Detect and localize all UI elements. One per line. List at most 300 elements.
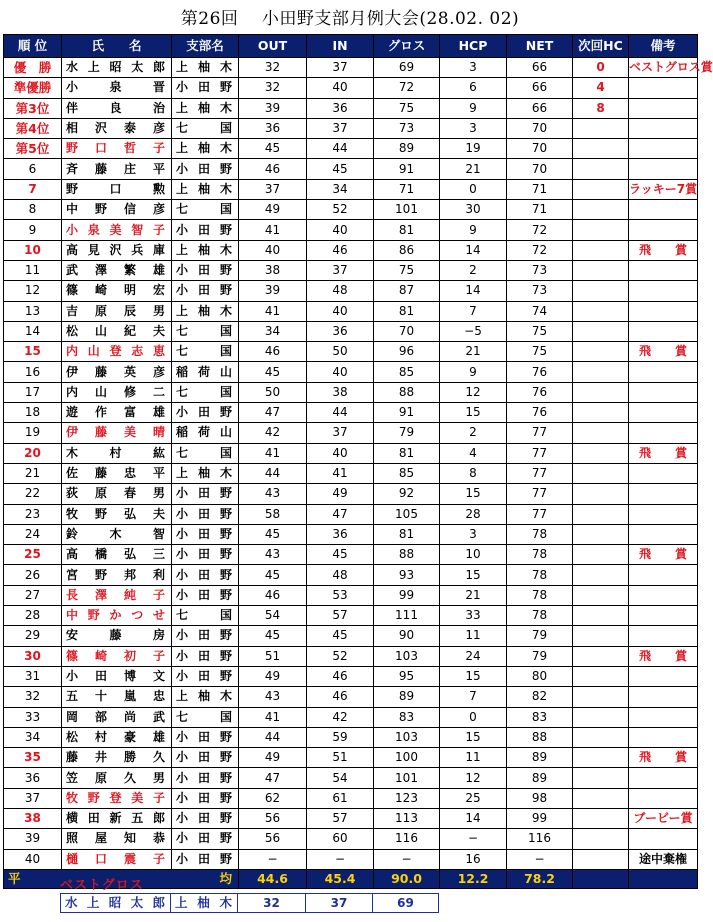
branch-name (176, 403, 238, 422)
remark-cell (629, 362, 698, 382)
player-name-char: 紀 (123, 324, 136, 338)
player-name (66, 708, 171, 727)
table-row (4, 78, 698, 98)
branch-name-char: 国 (219, 202, 232, 217)
player-name (66, 606, 171, 625)
hcp-cell: 15 (440, 666, 507, 686)
branch-name (176, 606, 238, 625)
hcp-cell: 30 (440, 200, 507, 220)
player-name (66, 403, 171, 422)
remark-cell (629, 829, 698, 849)
in-cell: 52 (307, 646, 374, 666)
net-cell: 66 (507, 58, 573, 78)
player-name-char: 口 (94, 141, 107, 156)
player-name (66, 99, 171, 118)
player-name-char: 郎 (152, 60, 165, 75)
hcp-cell: 21 (440, 342, 507, 362)
branch-cell (172, 545, 239, 565)
branch-name-char: 小 (176, 628, 189, 643)
branch-cell (172, 382, 239, 402)
branch-name (176, 809, 238, 828)
branch-name-char: 田 (197, 770, 210, 785)
average-label-char: 均 (219, 870, 232, 886)
branch-name-char: 小 (176, 851, 189, 866)
out-cell: 58 (239, 504, 307, 524)
branch-name (176, 160, 238, 179)
gross-cell: 86 (374, 240, 440, 260)
remark-cell (629, 666, 698, 686)
branch-name (176, 342, 238, 361)
branch-name (176, 322, 238, 341)
player-name-char: 繁 (123, 263, 136, 278)
in-cell: 36 (307, 524, 374, 544)
net-cell: 71 (507, 179, 573, 199)
player-name (66, 728, 171, 747)
rank-cell: 第5位 (4, 139, 62, 159)
player-name-char: 伊 (66, 364, 79, 379)
player-name-char: か (109, 608, 122, 623)
branch-name-char: 国 (219, 324, 232, 338)
name-cell (62, 281, 172, 301)
player-name-char: 勲 (152, 181, 165, 196)
net-cell: 83 (507, 707, 573, 727)
branch-name (176, 728, 238, 747)
branch-cell (172, 220, 239, 240)
gross-cell: 81 (374, 524, 440, 544)
best-gross-in: 37 (306, 894, 373, 913)
gross-cell: 81 (374, 220, 440, 240)
rank-cell: 34 (4, 727, 62, 747)
branch-name-char: 田 (197, 628, 210, 643)
branch-cell (172, 606, 239, 626)
gross-cell: 85 (374, 463, 440, 483)
next-hc-cell (573, 646, 629, 666)
branch-name-char: 野 (219, 161, 232, 176)
branch-name-char: 野 (219, 486, 232, 501)
name-cell (62, 788, 172, 808)
player-name-char: 宮 (66, 567, 79, 582)
branch-name-char: 国 (219, 608, 232, 623)
player-name-char: 藤 (66, 750, 79, 765)
out-cell: 43 (239, 545, 307, 565)
rank-cell: 20 (4, 443, 62, 463)
player-name (66, 748, 171, 767)
out-cell: 41 (239, 220, 307, 240)
branch-name-char: 国 (219, 445, 232, 460)
player-name-char: 子 (152, 790, 165, 805)
branch-name (176, 769, 238, 788)
player-name-char: 男 (152, 770, 165, 785)
branch-name-char: 木 (219, 242, 232, 257)
name-cell (62, 545, 172, 565)
branch-name (176, 484, 238, 503)
gross-cell: 103 (374, 727, 440, 747)
player-name-char: 夫 (152, 324, 165, 338)
name-cell (62, 524, 172, 544)
remark-cell: 途中棄権 (629, 849, 698, 869)
net-cell: 78 (507, 606, 573, 626)
branch-name-char: 上 (176, 100, 189, 115)
gross-cell: 90 (374, 626, 440, 646)
remark-cell (629, 98, 698, 118)
table-row (4, 260, 698, 280)
branch-name-char: 上 (176, 303, 189, 318)
hcp-cell: 9 (440, 362, 507, 382)
best-gross-branch-char: 上 (175, 895, 188, 910)
net-cell: 72 (507, 240, 573, 260)
table-row (4, 788, 698, 808)
name-cell (62, 504, 172, 524)
net-cell: 77 (507, 463, 573, 483)
rank-cell: 30 (4, 646, 62, 666)
player-name-char: 牧 (66, 506, 79, 521)
gross-cell: 92 (374, 484, 440, 504)
player-name-char: 弘 (123, 506, 136, 521)
average-hcp: 12.2 (440, 869, 507, 888)
player-name-char: 彦 (152, 121, 165, 136)
branch-name (176, 139, 238, 158)
player-name (66, 423, 171, 442)
branch-name-char: 小 (176, 222, 189, 237)
remark-cell (629, 200, 698, 220)
player-name-char: 松 (66, 324, 79, 338)
hcp-cell: 3 (440, 118, 507, 138)
next-hc-cell (573, 768, 629, 788)
player-name (66, 484, 171, 503)
remark-cell (629, 159, 698, 179)
player-name-char: 野 (66, 181, 79, 196)
next-hc-cell (573, 321, 629, 341)
player-name-char: 照 (66, 831, 79, 846)
player-name-char: 二 (152, 384, 165, 399)
branch-name-char: 木 (219, 303, 232, 318)
name-cell (62, 301, 172, 321)
table-row (4, 98, 698, 118)
branch-name-char: 小 (176, 283, 189, 298)
player-name-char: 弘 (123, 547, 136, 562)
gross-cell: 111 (374, 606, 440, 626)
player-name-char: 久 (123, 770, 136, 785)
table-row (4, 240, 698, 260)
branch-name (176, 302, 238, 321)
player-name-char: 良 (109, 100, 122, 115)
player-name-char: 村 (109, 445, 122, 460)
average-net: 78.2 (507, 869, 573, 888)
branch-name-char: 稲 (176, 425, 189, 440)
next-hc-cell (573, 403, 629, 423)
table-row (4, 139, 698, 159)
player-name-char: 修 (123, 384, 136, 399)
branch-name-char: 柚 (197, 141, 210, 156)
in-cell: 45 (307, 626, 374, 646)
branch-name (176, 58, 238, 77)
player-name-char: 子 (152, 851, 165, 866)
average-gross: 90.0 (374, 869, 440, 888)
table-row (4, 200, 698, 220)
branch-name-char: 田 (197, 648, 210, 663)
net-cell: 74 (507, 301, 573, 321)
gross-cell: 93 (374, 565, 440, 585)
next-hc-cell (573, 748, 629, 768)
branch-name (176, 829, 238, 848)
player-name-char: 晋 (152, 80, 165, 95)
gross-cell: 72 (374, 78, 440, 98)
net-cell: 77 (507, 443, 573, 463)
branch-cell (172, 788, 239, 808)
rank-cell: 28 (4, 606, 62, 626)
branch-cell (172, 443, 239, 463)
player-name-char: 吉 (66, 303, 79, 318)
branch-name-char: 野 (219, 669, 232, 684)
rank-cell: 39 (4, 829, 62, 849)
table-row (4, 808, 698, 828)
in-cell: 38 (307, 382, 374, 402)
branch-cell (172, 626, 239, 646)
player-name (66, 525, 171, 544)
player-name (66, 281, 171, 300)
rank-cell: 36 (4, 768, 62, 788)
player-name (66, 261, 171, 280)
player-name-char: 智 (152, 526, 165, 541)
player-name-char: 嵐 (123, 689, 136, 704)
remark-cell (629, 423, 698, 443)
rank-cell: 準優勝 (4, 78, 62, 98)
branch-cell (172, 200, 239, 220)
next-hc-cell (573, 666, 629, 686)
player-name-char: 澤 (94, 263, 107, 278)
player-name-char: 小 (66, 669, 79, 684)
header-net: NET (507, 35, 573, 58)
in-cell: 48 (307, 565, 374, 585)
player-name-char: 野 (87, 790, 100, 805)
remark-cell (629, 504, 698, 524)
net-cell: 82 (507, 687, 573, 707)
branch-name-char: 田 (197, 405, 210, 420)
player-name-char: 辰 (123, 303, 136, 318)
hcp-cell: 11 (440, 626, 507, 646)
out-cell: 54 (239, 606, 307, 626)
player-name-char: 作 (94, 405, 107, 420)
out-cell: 45 (239, 565, 307, 585)
next-hc-cell (573, 240, 629, 260)
player-name-char: 宏 (152, 283, 165, 298)
player-name (66, 769, 171, 788)
branch-cell (172, 748, 239, 768)
remark-cell: 飛 賞 (629, 748, 698, 768)
next-hc-cell (573, 159, 629, 179)
in-cell: 40 (307, 78, 374, 98)
branch-name-char: 柚 (197, 181, 210, 196)
branch-name-char: 田 (197, 669, 210, 684)
rank-cell: 17 (4, 382, 62, 402)
in-cell: 57 (307, 606, 374, 626)
gross-cell: 123 (374, 788, 440, 808)
out-cell: 42 (239, 423, 307, 443)
player-name-char: 篠 (66, 283, 79, 298)
branch-name-char: 野 (219, 263, 232, 278)
hcp-cell: 33 (440, 606, 507, 626)
gross-cell: 75 (374, 260, 440, 280)
player-name-char: せ (152, 608, 165, 623)
player-name-char: 樋 (66, 851, 79, 866)
out-cell: 56 (239, 829, 307, 849)
net-cell: 98 (507, 788, 573, 808)
in-cell: 46 (307, 666, 374, 686)
rank-cell: 8 (4, 200, 62, 220)
average-label-char: 平 (8, 870, 21, 886)
out-cell: 47 (239, 403, 307, 423)
branch-name-char: 七 (176, 608, 189, 623)
remark-cell (629, 463, 698, 483)
player-name-char: 山 (94, 324, 107, 338)
branch-name-char: 野 (219, 648, 232, 663)
remark-cell: ラッキー7賞 (629, 179, 698, 199)
next-hc-cell (573, 200, 629, 220)
branch-name-char: 田 (197, 506, 210, 521)
branch-cell (172, 666, 239, 686)
remark-cell (629, 524, 698, 544)
name-cell (62, 443, 172, 463)
next-hc-cell (573, 788, 629, 808)
player-name-char: 高 (66, 242, 79, 257)
results-body (4, 58, 713, 870)
player-name-char: 子 (152, 141, 165, 156)
name-cell (62, 200, 172, 220)
next-hc-cell (573, 281, 629, 301)
player-name-char: 沢 (109, 242, 122, 257)
name-cell (62, 159, 172, 179)
branch-name-char: 田 (197, 80, 210, 95)
branch-name-char: 田 (197, 263, 210, 278)
in-cell: 40 (307, 362, 374, 382)
rank-cell: 35 (4, 748, 62, 768)
branch-name-char: 田 (197, 851, 210, 866)
player-name-char: 男 (152, 303, 165, 318)
branch-name-char: 国 (219, 709, 232, 724)
net-cell: 116 (507, 829, 573, 849)
rank-cell: 22 (4, 484, 62, 504)
hcp-cell: 21 (440, 159, 507, 179)
out-cell: 43 (239, 687, 307, 707)
branch-cell (172, 849, 239, 869)
in-cell: 60 (307, 829, 374, 849)
player-name-char: 春 (123, 486, 136, 501)
remark-cell (629, 687, 698, 707)
hcp-cell: 16 (440, 849, 507, 869)
player-name-char: 博 (123, 669, 136, 684)
player-name-char: 夫 (152, 506, 165, 521)
branch-name-char: 小 (176, 648, 189, 663)
name-cell (62, 687, 172, 707)
net-cell: 80 (507, 666, 573, 686)
name-cell (62, 565, 172, 585)
out-cell: 38 (239, 260, 307, 280)
out-cell: 49 (239, 748, 307, 768)
player-name-char: 中 (66, 202, 79, 217)
name-cell (62, 220, 172, 240)
player-name (66, 829, 171, 848)
branch-name (176, 363, 238, 382)
rank-cell: 37 (4, 788, 62, 808)
best-gross-out: 32 (238, 894, 306, 913)
player-name-char: 昭 (109, 60, 122, 75)
branch-name-char: 柚 (197, 466, 210, 481)
branch-cell (172, 58, 239, 78)
hcp-cell: 24 (440, 646, 507, 666)
branch-name-char: 小 (176, 729, 189, 744)
rank-cell: 12 (4, 281, 62, 301)
branch-cell (172, 585, 239, 605)
player-name (66, 322, 171, 341)
player-name-char: 庫 (152, 242, 165, 257)
branch-name (176, 566, 238, 585)
branch-name-char: 小 (176, 405, 189, 420)
player-name-char: 武 (66, 263, 79, 278)
branch-cell (172, 179, 239, 199)
gross-cell: 116 (374, 829, 440, 849)
player-name-char: 子 (152, 648, 165, 663)
rank-cell: 10 (4, 240, 62, 260)
branch-name-char: 七 (176, 121, 189, 136)
hcp-cell: 14 (440, 281, 507, 301)
branch-name (176, 850, 238, 869)
remark-cell (629, 382, 698, 402)
next-hc-cell (573, 463, 629, 483)
hcp-cell: 2 (440, 260, 507, 280)
player-name-char: 山 (87, 344, 100, 359)
table-row (4, 646, 698, 666)
branch-name-char: 国 (219, 121, 232, 136)
branch-cell (172, 808, 239, 828)
player-name-char: 荻 (66, 486, 79, 501)
gross-cell: 95 (374, 666, 440, 686)
net-cell: 78 (507, 565, 573, 585)
player-name (66, 241, 171, 260)
branch-name-char: 野 (219, 526, 232, 541)
rank-cell: 24 (4, 524, 62, 544)
in-cell: 51 (307, 748, 374, 768)
in-cell: 61 (307, 788, 374, 808)
player-name (66, 626, 171, 645)
player-name (66, 200, 171, 219)
player-name-char: 澤 (94, 587, 107, 602)
player-name-char: 彦 (152, 364, 165, 379)
branch-name (176, 626, 238, 645)
player-name-char: 見 (87, 242, 100, 257)
best-gross-name-cell (61, 894, 171, 913)
gross-cell: 73 (374, 118, 440, 138)
player-name-char: 美 (123, 425, 136, 440)
branch-name-char: 稲 (176, 364, 189, 379)
branch-name-char: 野 (219, 547, 232, 562)
hcp-cell: − (440, 829, 507, 849)
out-cell: 39 (239, 281, 307, 301)
net-cell: 89 (507, 748, 573, 768)
branch-name-char: 小 (176, 790, 189, 805)
player-name-char: 雄 (152, 729, 165, 744)
rank-cell: 19 (4, 423, 62, 443)
hcp-cell: 6 (440, 78, 507, 98)
table-row (4, 585, 698, 605)
player-name-char: 兵 (131, 242, 144, 257)
hcp-cell: 12 (440, 768, 507, 788)
out-cell: 41 (239, 707, 307, 727)
branch-name-char: 田 (197, 729, 210, 744)
player-name-char: 原 (94, 303, 107, 318)
branch-name-char: 田 (197, 222, 210, 237)
name-cell (62, 727, 172, 747)
rank-cell: 6 (4, 159, 62, 179)
